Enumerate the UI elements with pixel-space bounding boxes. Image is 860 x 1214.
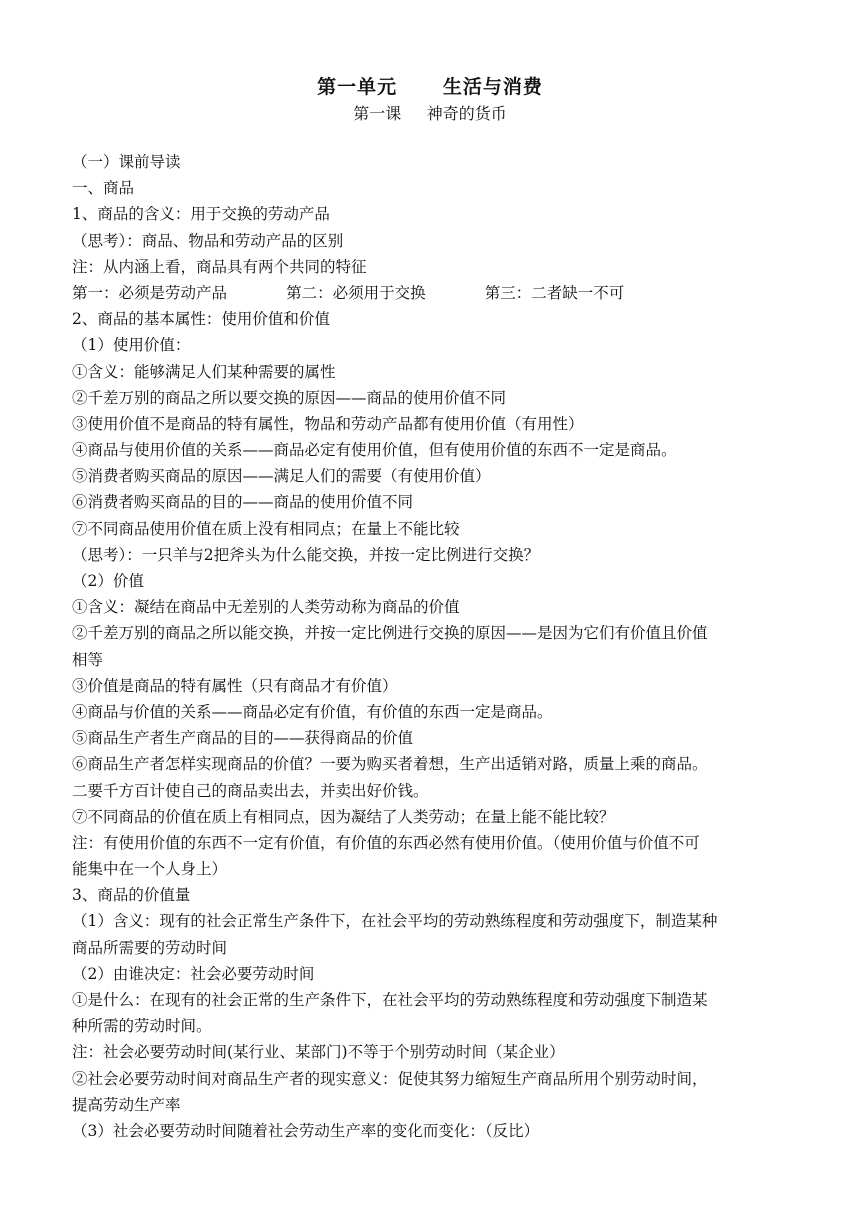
text-line: ①是什么：在现有的社会正常的生产条件下，在社会平均的劳动熟练程度和劳动强度下制造某: [72, 991, 708, 1009]
text-line: （3）社会必要劳动时间随着社会劳动生产率的变化而变化：（反比）: [72, 1121, 540, 1140]
text-line: 2、商品的基本属性：使用价值和价值: [72, 310, 330, 329]
lesson-subtitle: 第一课 神奇的货币: [353, 104, 507, 123]
text-line: 二要千方百计使自己的商品卖出去，并卖出好价钱。: [72, 781, 429, 800]
text-line: ⑦不同商品使用价值在质上没有相同点；在量上不能比较: [72, 519, 460, 538]
text-line: 注：有使用价值的东西不一定有价值，有价值的东西必然有使用价值。（使用价值与价值不可: [72, 833, 700, 852]
text-line: ④商品与使用价值的关系——商品必定有使用价值，但有使用价值的东西不一定是商品。: [72, 441, 677, 460]
text-line: ⑤商品生产者生产商品的目的——获得商品的价值: [72, 729, 414, 748]
text-line: （2）价值: [72, 572, 144, 590]
text-line: ③使用价值不是商品的特有属性，物品和劳动产品都有使用价值（有用性）: [72, 414, 584, 433]
text-line: 3、商品的价值量: [72, 886, 191, 905]
text-line: ⑦不同商品的价值在质上有相同点，因为凝结了人类劳动；在量上能不能比较？: [72, 807, 615, 826]
text-line: 种所需的劳动时间。: [72, 1017, 212, 1036]
text-line: 第一：必须是劳动产品 第二：必须用于交换 第三：二者缺一不可: [72, 283, 625, 302]
text-line: 相等: [72, 650, 104, 669]
text-line: ⑥商品生产者怎样实现商品的价值？一要为购买者着想，生产出适销对路，质量上乘的商品。: [72, 755, 708, 774]
text-line: 提高劳动生产率: [72, 1095, 181, 1114]
text-line: 商品所需要的劳动时间: [72, 938, 228, 957]
text-line: ④商品与价值的关系——商品必定有价值，有价值的东西一定是商品。: [72, 702, 553, 721]
text-line: 注：从内涵上看，商品具有两个共同的特征: [72, 257, 367, 276]
text-line: （思考）：商品、物品和劳动产品的区别: [72, 231, 344, 250]
text-line: ②千差万别的商品之所以能交换，并按一定比例进行交换的原因——是因为它们有价值且价值: [72, 624, 708, 643]
text-line: ③价值是商品的特有属性（只有商品才有价值）: [72, 676, 398, 695]
text-line: （2）由谁决定：社会必要劳动时间: [72, 964, 315, 983]
text-line: 注：社会必要劳动时间(某行业、某部门)不等于个别劳动时间（某企业）: [72, 1043, 565, 1062]
text-line: 能集中在一个人身上）: [72, 860, 228, 879]
text-line: ②社会必要劳动时间对商品生产者的现实意义：促使其努力缩短生产商品所用个别劳动时间，: [72, 1069, 708, 1088]
text-line: （一）课前导读: [72, 153, 181, 171]
text-line: ⑤消费者购买商品的原因——满足人们的需要（有使用价值）: [72, 467, 491, 486]
unit-title: 第一单元 生活与消费: [317, 76, 543, 98]
text-line: ⑥消费者购买商品的目的——商品的使用价值不同: [72, 493, 414, 512]
text-line: （1）含义：现有的社会正常生产条件下，在社会平均的劳动熟练程度和劳动强度下，制造某种: [72, 912, 718, 931]
text-line: 一、商品: [72, 179, 135, 198]
text-line: 1、商品的含义：用于交换的劳动产品: [72, 205, 330, 224]
document-body: [72, 149, 802, 1144]
text-line: （1）使用价值：: [72, 336, 191, 355]
text-line: ①含义：能够满足人们某种需要的属性: [72, 362, 336, 381]
text-line: ②千差万别的商品之所以要交换的原因——商品的使用价值不同: [72, 388, 507, 407]
text-line: ①含义：凝结在商品中无差别的人类劳动称为商品的价值: [72, 598, 460, 617]
text-line: （思考）：一只羊与2把斧头为什么能交换，并按一定比例进行交换？: [72, 545, 540, 564]
